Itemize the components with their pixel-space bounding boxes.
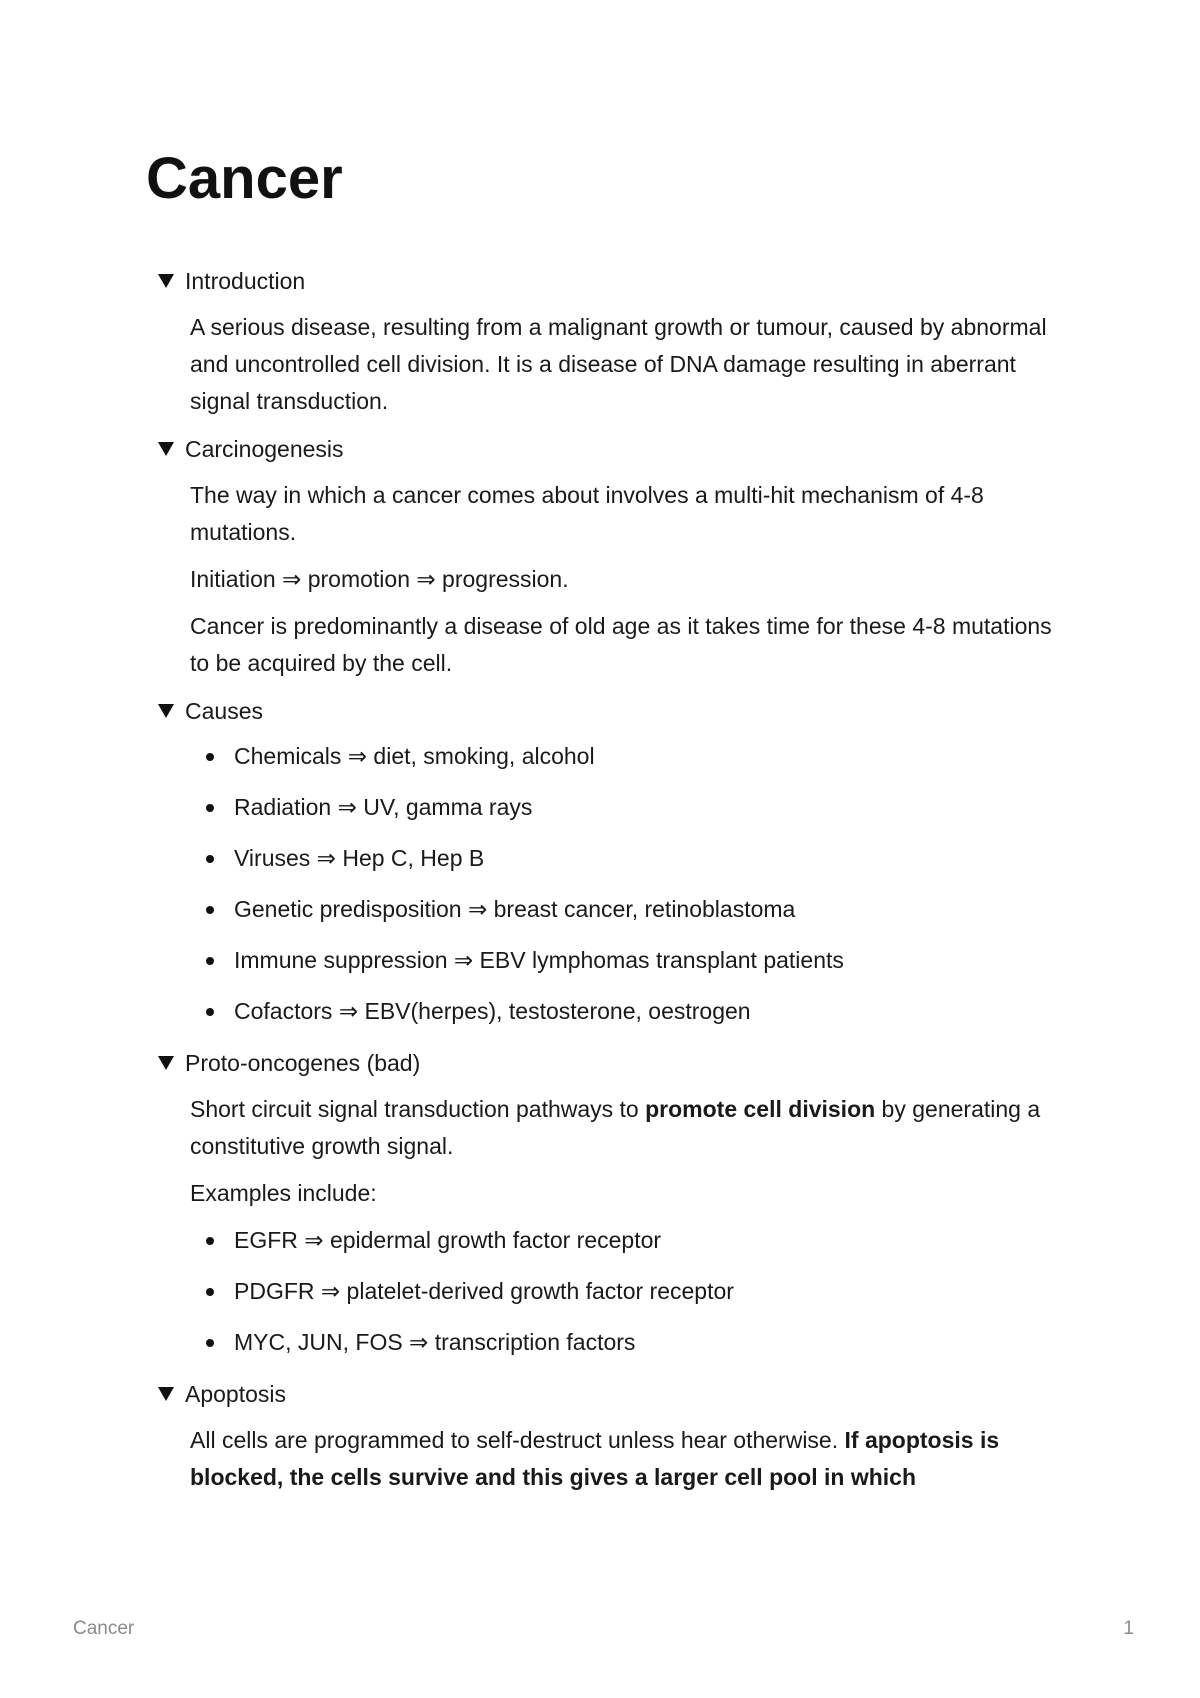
list-item [190, 789, 1058, 826]
list-item [190, 942, 1058, 979]
list-item [190, 993, 1058, 1030]
toggle-header-proto-oncogenes[interactable] [158, 1044, 1058, 1082]
paragraph: Cancer is predominantly a disease of old age as it takes time for these 4-8 mutations to be acquired by the cell. [190, 613, 1052, 676]
toggle-proto-oncogenes [158, 1044, 1058, 1361]
bullet-icon [206, 1288, 214, 1296]
caret-down-icon[interactable] [158, 704, 174, 718]
bold-text: If apoptosis is blocked, the cells survive and this gives a larger cell pool in which [190, 1427, 1000, 1490]
caret-down-icon[interactable] [158, 1387, 174, 1401]
toggle-heading: Carcinogenesis [185, 436, 344, 462]
caret-down-icon[interactable] [158, 274, 174, 288]
list-item-text: EGFR ⇒ epidermal growth factor receptor [234, 1227, 662, 1253]
list-item-text: Cofactors ⇒ EBV(herpes), testosterone, oestrogen [234, 998, 751, 1024]
list-item-text: Immune suppression ⇒ EBV lymphomas transplant patients [234, 947, 844, 973]
list-item-text: MYC, JUN, FOS ⇒ transcription factors [234, 1329, 636, 1355]
toggle-causes [158, 692, 1058, 1030]
list-item-text: Viruses ⇒ Hep C, Hep B [234, 845, 485, 871]
toggle-body-apoptosis [158, 1422, 1058, 1496]
causes-list [190, 738, 1058, 1030]
bullet-icon [206, 804, 214, 812]
toggle-header-carcinogenesis[interactable] [158, 430, 1058, 468]
toggle-body-carcinogenesis [158, 477, 1058, 682]
toggle-heading: Proto-oncogenes (bad) [185, 1050, 421, 1076]
bullet-icon [206, 957, 214, 965]
document-body [158, 262, 1058, 1506]
list-item-text: Genetic predisposition ⇒ breast cancer, retinoblastoma [234, 896, 796, 922]
caret-down-icon[interactable] [158, 442, 174, 456]
toggle-body-introduction [158, 309, 1058, 420]
toggle-carcinogenesis [158, 430, 1058, 682]
toggle-header-apoptosis[interactable] [158, 1375, 1058, 1413]
caret-down-icon[interactable] [158, 1056, 174, 1070]
paragraph: Initiation ⇒ promotion ⇒ progression. [190, 566, 569, 592]
bullet-icon [206, 1339, 214, 1347]
list-item [190, 1273, 1058, 1310]
bullet-icon [206, 1237, 214, 1245]
bullet-icon [206, 906, 214, 914]
paragraph [190, 1422, 1058, 1496]
toggle-heading: Introduction [185, 268, 306, 294]
toggle-heading: Causes [185, 698, 263, 724]
bullet-icon [206, 1008, 214, 1016]
paragraph: Examples include: [190, 1180, 377, 1206]
toggle-header-causes[interactable] [158, 692, 1058, 730]
paragraph: A serious disease, resulting from a malignant growth or tumour, caused by abnormal and uncontrolled cell division. It is a disease of DNA damage resulting in aberrant signal transduction. [190, 314, 1047, 414]
paragraph: The way in which a cancer comes about involves a multi-hit mechanism of 4-8 mutations. [190, 482, 984, 545]
list-item-text: Chemicals ⇒ diet, smoking, alcohol [234, 743, 595, 769]
bullet-icon [206, 753, 214, 761]
toggle-body-causes [158, 738, 1058, 1030]
paragraph-text: by generating a constitutive growth signal. [190, 1096, 1041, 1159]
list-item [190, 891, 1058, 928]
list-item [190, 1324, 1058, 1361]
paragraph [190, 1091, 1058, 1165]
bullet-icon [206, 855, 214, 863]
toggle-header-introduction[interactable] [158, 262, 1058, 300]
toggle-body-proto-oncogenes [158, 1091, 1058, 1361]
toggle-heading: Apoptosis [185, 1381, 287, 1407]
list-item [190, 840, 1058, 877]
list-item-text: Radiation ⇒ UV, gamma rays [234, 794, 533, 820]
list-item [190, 1222, 1058, 1259]
toggle-apoptosis [158, 1375, 1058, 1496]
page-title: Cancer [146, 146, 343, 211]
list-item-text: PDGFR ⇒ platelet-derived growth factor receptor [234, 1278, 734, 1304]
footer-page-number: 1 [1123, 1618, 1134, 1639]
paragraph-text: Short circuit signal transduction pathways to [190, 1096, 646, 1122]
examples-list [190, 1222, 1058, 1361]
list-item [190, 738, 1058, 775]
bold-text: promote cell division [645, 1096, 876, 1122]
footer-document-title: Cancer [73, 1618, 135, 1639]
toggle-introduction [158, 262, 1058, 420]
paragraph-text: All cells are programmed to self-destruct unless hear otherwise. [190, 1427, 845, 1453]
